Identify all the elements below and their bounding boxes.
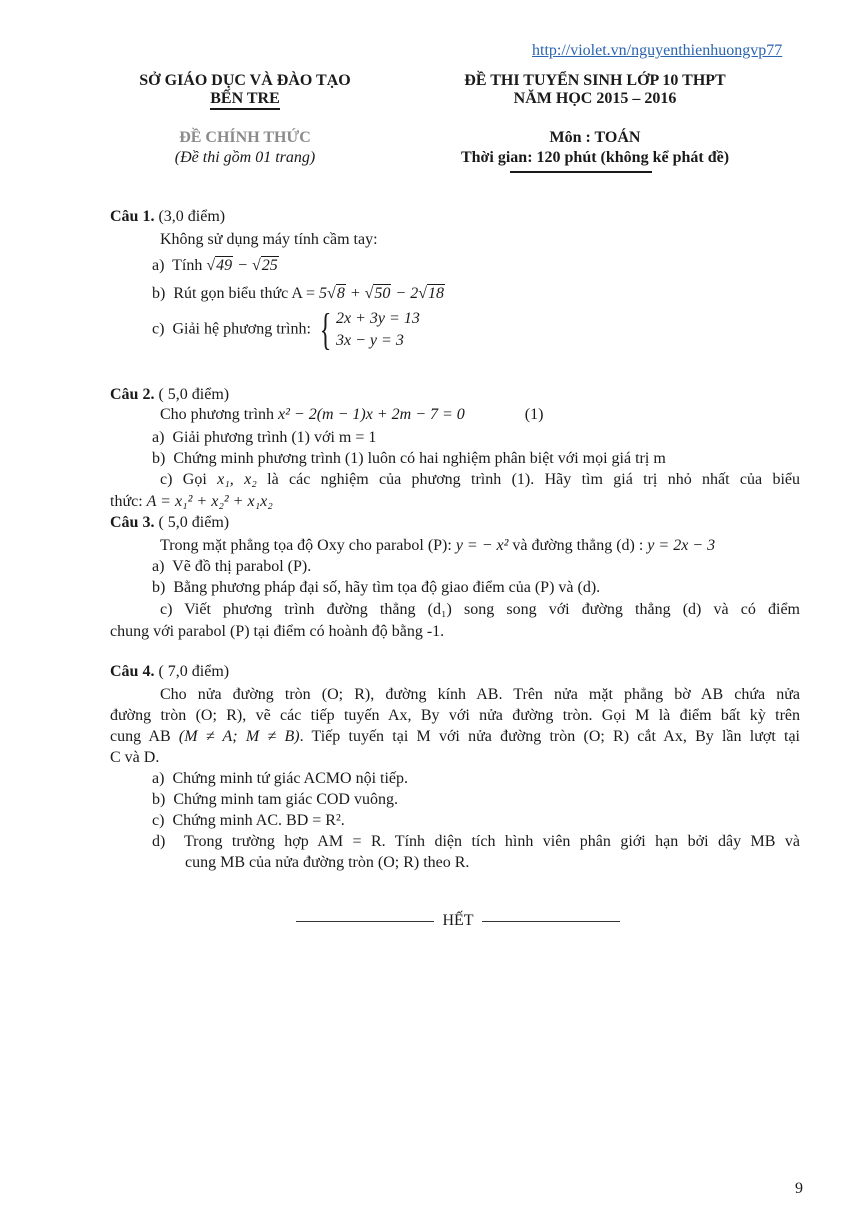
math-expression: x₁, x₂ — [217, 471, 257, 488]
question-4-intro-line-1: Cho nửa đường tròn (O; R), đường kính AB. Trên nửa mặt phẳng bờ AB chứa nửa — [160, 686, 800, 703]
question-4-part-b — [152, 790, 842, 810]
question-3-part-b — [152, 578, 842, 598]
math-expression: y = − x² — [455, 537, 509, 554]
part-letter: b) — [152, 450, 166, 467]
end-label: HẾT — [442, 912, 474, 929]
question-label: Câu 3. — [110, 514, 155, 531]
math-expression: (M ≠ A; M ≠ B) — [178, 728, 300, 745]
part-text: Chứng minh tứ giác ACMO nội tiếp. — [172, 770, 408, 787]
question-4-intro-line-2: đường tròn (O; R), vẽ các tiếp tuyến Ax, By với nửa đường tròn. Gọi M là điểm bất kỳ trên — [110, 707, 800, 724]
part-letter: a) — [152, 257, 165, 274]
end-rule-left — [296, 921, 434, 922]
official-label: ĐỀ CHÍNH THỨC — [179, 129, 311, 146]
subject-label: Môn : TOÁN — [549, 129, 641, 146]
part-text: Giải phương trình (1) với m = 1 — [172, 429, 377, 446]
question-3-heading — [110, 513, 800, 533]
part-letter: c) — [160, 601, 173, 618]
part-text: Bằng phương pháp đại số, hãy tìm tọa độ giao điểm của (P) và (d). — [173, 579, 601, 596]
question-points: ( 7,0 điểm) — [158, 663, 230, 680]
question-2-part-b — [152, 449, 842, 469]
part-letter: b) — [152, 285, 166, 302]
part-text: Chứng minh tam giác COD vuông. — [173, 791, 398, 808]
math-expression: √49 − √25 — [206, 257, 278, 274]
question-label: Câu 1. — [110, 208, 155, 225]
math-expression: A = x₁² + x₂² + x₁x₂ — [146, 493, 273, 510]
exam-title-line-2: NĂM HỌC 2015 – 2016 — [513, 90, 677, 107]
part-letter: b) — [152, 579, 166, 596]
brace-icon: { — [319, 305, 332, 354]
question-2-heading — [110, 385, 800, 405]
question-1-part-c — [152, 305, 842, 354]
header-org — [110, 72, 380, 110]
question-3-part-a — [152, 557, 842, 577]
part-text: Tính — [172, 257, 203, 274]
question-1-intro: Không sử dụng máy tính cầm tay: — [160, 231, 378, 248]
question-label: Câu 4. — [110, 663, 155, 680]
part-text: Chứng minh phương trình (1) luôn có hai nghiệm phân biệt với mọi giá trị m — [173, 450, 666, 467]
part-text: Giải hệ phương trình: — [172, 320, 311, 338]
part-letter: c) — [152, 812, 165, 829]
end-rule-right — [482, 921, 620, 922]
intro-text: Trong mặt phẳng tọa độ Oxy cho parabol (P): — [160, 537, 452, 554]
time-label: Thời gian: 120 phút (không kể phát đề) — [460, 149, 730, 166]
part-text: Rút gọn biểu thức A = — [173, 285, 316, 302]
equation-tag: (1) — [524, 406, 544, 423]
pages-note: (Đề thi gồm 01 trang) — [174, 149, 316, 166]
part-letter: b) — [152, 791, 166, 808]
question-label: Câu 2. — [110, 386, 155, 403]
part-text: Viết phương trình đường thẳng (d₁) song song với đường thẳng (d) và có điểm — [184, 601, 800, 618]
part-letter: d) — [152, 833, 166, 850]
part-letter: c) — [160, 471, 173, 488]
question-4-part-d-cont: cung MB của nửa đường tròn (O; R) theo R. — [185, 854, 470, 871]
org-line-2: BẾN TRE — [210, 90, 280, 110]
question-4-part-c — [152, 811, 842, 831]
math-expression: y = 2x − 3 — [647, 537, 716, 554]
question-4-part-a — [152, 769, 842, 789]
exam-title-line-1: ĐỀ THI TUYỂN SINH LỚP 10 THPT — [464, 72, 726, 89]
question-points: ( 5,0 điểm) — [158, 514, 230, 531]
equation-system — [336, 308, 420, 352]
question-1-part-b — [152, 284, 842, 304]
math-expression: 5√8 + √50 − 2√18 — [319, 285, 444, 302]
intro-text: cung AB — [110, 728, 171, 745]
question-2-intro — [160, 405, 850, 425]
question-2-part-c — [160, 470, 800, 490]
question-4-heading — [110, 662, 800, 682]
question-2-part-c-cont — [110, 492, 800, 512]
question-2-part-a — [152, 428, 842, 448]
question-3-part-c-cont: chung với parabol (P) tại điểm có hoành độ bằng -1. — [110, 623, 445, 640]
part-letter: a) — [152, 558, 165, 575]
intro-text: Cho phương trình — [160, 406, 275, 423]
source-link[interactable]: http://violet.vn/nguyenthienhuongvp77 — [532, 42, 783, 59]
part-text: là các nghiệm của phương trình (1). Hãy tìm giá trị nhỏ nhất của biểu — [267, 471, 801, 488]
intro-text: . Tiếp tuyến tại M với nửa đường tròn (O; R) cắt Ax, By lần lượt tại — [299, 728, 801, 745]
intro-text: và đường thẳng (d) : — [512, 537, 644, 554]
equation: x² − 2(m − 1)x + 2m − 7 = 0 — [278, 406, 465, 423]
part-letter: a) — [152, 770, 165, 787]
question-1-part-a — [152, 256, 842, 276]
page-number: 9 — [795, 1180, 803, 1197]
question-points: ( 5,0 điểm) — [158, 386, 230, 403]
question-4-intro-line-3 — [110, 727, 800, 747]
question-4-intro-line-4: C và D. — [110, 749, 160, 766]
question-points: (3,0 điểm) — [158, 208, 226, 225]
header-exam-title — [430, 72, 760, 108]
part-letter: c) — [152, 320, 165, 338]
part-text: Vẽ đồ thị parabol (P). — [172, 558, 312, 575]
equation-1: 2x + 3y = 13 — [336, 310, 420, 327]
header-official — [110, 128, 380, 168]
part-text: Chứng minh AC. BD = R². — [172, 812, 345, 829]
part-text: thức: — [110, 493, 143, 510]
header-subject — [430, 128, 760, 168]
part-letter: a) — [152, 429, 165, 446]
question-3-part-c — [160, 600, 800, 620]
org-line-1: SỞ GIÁO DỤC VÀ ĐÀO TẠO — [139, 72, 351, 89]
equation-2: 3x − y = 3 — [336, 332, 404, 349]
end-mark — [296, 912, 620, 930]
time-underline — [510, 171, 652, 173]
question-4-part-d — [152, 832, 800, 852]
question-3-intro — [160, 536, 850, 556]
part-text: Gọi — [182, 471, 207, 488]
part-text: Trong trường hợp AM = R. Tính diện tích hình viên phân giới hạn bởi dây MB và — [183, 833, 800, 850]
question-1-heading — [110, 207, 800, 227]
